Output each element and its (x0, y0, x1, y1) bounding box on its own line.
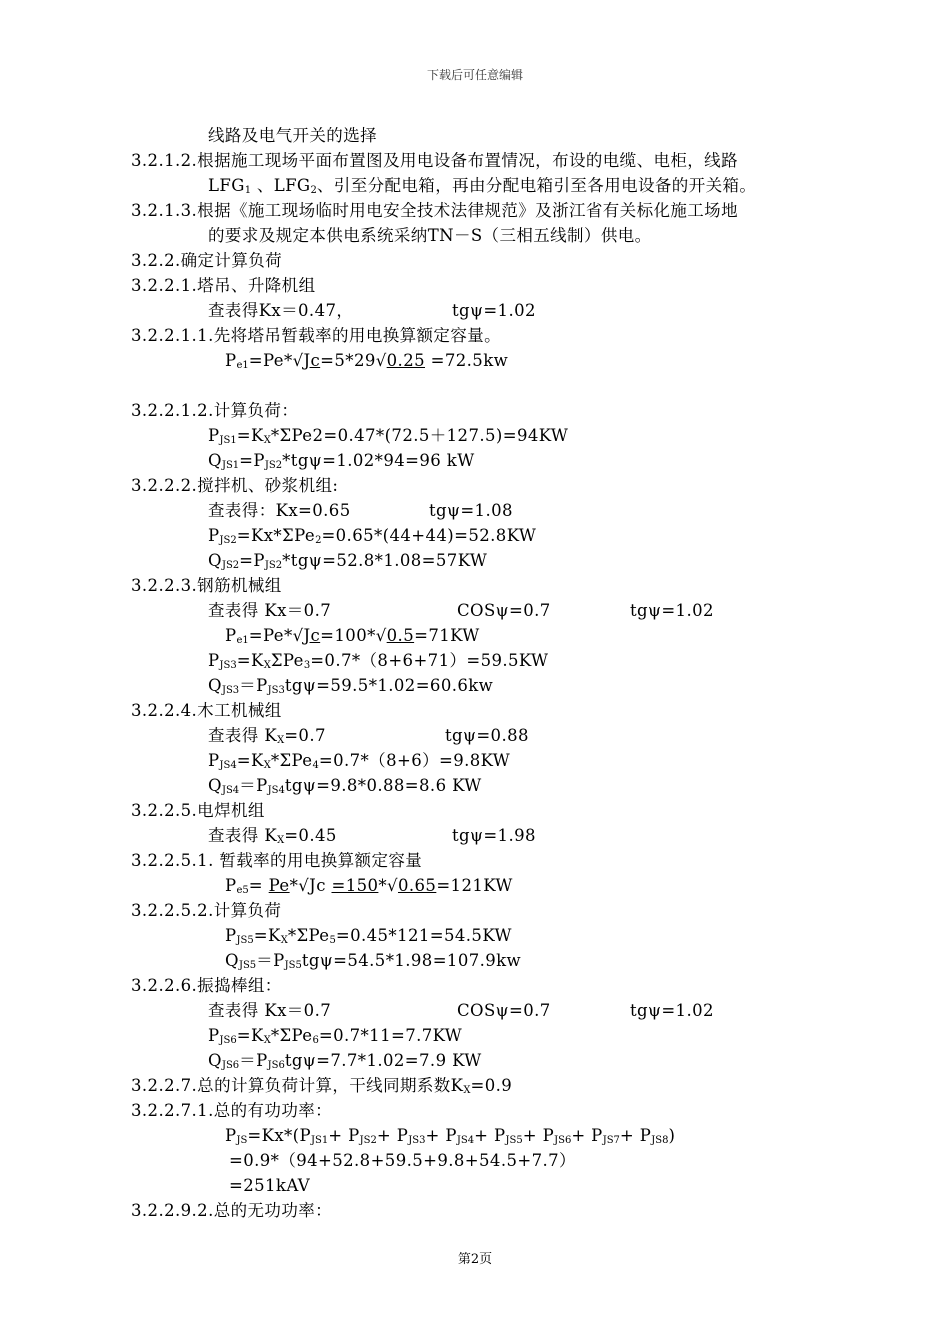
text-line: $P_{JS1}=K_X*\Sigma Pe2=0.47*(72.5+127.5)=94KW$ (208, 426, 569, 446)
page-header: 下载后可任意编辑 (426, 68, 523, 82)
text-line: 查表得 Kx＝0.7 (208, 601, 332, 620)
text-line: =0.9*（94+52.8+59.5+9.8+54.5+7.7） (229, 1151, 576, 1170)
text-line: $P_{JS6}=K_X*\Sigma Pe_6=0.7*11=7.7KW$ (208, 1026, 463, 1046)
text-line: tgψ=0.88 (445, 726, 529, 745)
text-line: tgψ=1.02 (630, 1001, 714, 1020)
text-line: tgψ=1.08 (429, 501, 513, 520)
text-line: $P_{e1}=Pe*√Jc=5*29√0.25 =72.5kw$ (225, 351, 509, 371)
text-line: 3.2.1.3.根据《施工现场临时用电安全技术法律规范》及浙江省有关标化施工场地 (131, 201, 738, 220)
text-line: 查表得 Kx＝0.7 (208, 1001, 332, 1020)
text-line: $P_{JS4}=K_X*\Sigma Pe_4=0.7*(8+6)=9.8KW$ (208, 751, 511, 771)
text-line: 查表得：Kx=0.65 (208, 501, 351, 520)
text-line: 3.2.2.3.钢筋机械组 (131, 576, 282, 595)
text-line: $Q_{JS4}=P_{JS4}tg\psi=9.8*0.88=8.6$ KW (208, 776, 482, 796)
text-line: 3.2.2.9.2.总的无功功率： (131, 1201, 333, 1220)
text-line: $P_{e5}= Pe*√Jc =150*√0.65=121KW$ (225, 876, 513, 896)
text-line: 3.2.2.2.搅拌机、砂浆机组: (131, 476, 339, 495)
text-line: tgψ=1.02 (630, 601, 714, 620)
text-line: $P_{JS5}=K_X*\Sigma Pe_5=0.45*121=54.5KW$ (225, 926, 512, 946)
page-footer: 第2页 (457, 1252, 493, 1267)
text-line: $Q_{JS3}=P_{JS3}tg\psi=59.5*1.02=60.6kw$ (208, 676, 494, 696)
text-line: $Q_{JS5}=P_{JS5}tg\psi=54.5*1.98=107.9kw$ (225, 951, 522, 971)
text-line: 3.2.2.确定计算负荷 (131, 251, 283, 270)
text-line: tgψ=1.02 (452, 301, 536, 320)
text-line: COSψ=0.7 (457, 601, 551, 620)
text-line: 3.2.2.4.木工机械组 (131, 701, 282, 720)
text-line: 3.2.2.5.1. 暂载率的用电换算额定容量 (131, 851, 423, 870)
text-line: 的要求及规定本供电系统采纳TN－S（三相五线制）供电。 (208, 226, 652, 245)
text-line: 3.2.2.5.电焊机组 (131, 801, 265, 820)
text-line: 3.2.2.1.2.计算负荷： (131, 401, 299, 420)
text-line: 查表得 $K_X=0.45$ (208, 826, 337, 846)
text-line: $LFG_1$ 、$LFG_2$、引至分配电箱，再由分配电箱引至各用电设备的开关箱。 (208, 176, 757, 196)
text-line: 查表得Kx＝0.47， (208, 301, 354, 320)
text-line: $P_{JS2}=Kx*\Sigma Pe_2=0.65*(44+44)=52.8KW$ (208, 526, 537, 546)
text-line: 3.2.2.6.振捣棒组： (131, 976, 282, 995)
text-line: 3.2.2.1.塔吊、升降机组 (131, 276, 316, 295)
text-line: $P_{JS3}=K_X\Sigma Pe_3=0.7*(8+6+71)=59.5KW$ (208, 651, 549, 671)
text-line: $P_{e1}=Pe*√Jc=100*√0.5=71KW$ (225, 626, 480, 646)
text-line: 3.2.2.7.总的计算负荷计算，干线同期系数$K_X=0.9$ (131, 1076, 513, 1096)
text-line: =251kAV (229, 1176, 311, 1195)
text-line: $Q_{JS2}=P_{JS2}*tg\psi=52.8*1.08=57KW$ (208, 551, 488, 571)
text-line: $Q_{JS1}=P_{JS2}*tg\psi=1.02*94=96$ kW (208, 451, 475, 471)
text-line: 3.2.2.1.1.先将塔吊暂载率的用电换算额定容量。 (131, 326, 502, 345)
text-line: tgψ=1.98 (452, 826, 536, 845)
text-line: 3.2.2.5.2.计算负荷 (131, 901, 282, 920)
text-line: 3.2.2.7.1.总的有功功率： (131, 1101, 333, 1120)
text-line: COSψ=0.7 (457, 1001, 551, 1020)
text-line: 3.2.1.2.根据施工现场平面布置图及用电设备布置情况，布设的电缆、电柜，线路 (131, 151, 738, 170)
text-line: 线路及电气开关的选择 (208, 126, 377, 145)
text-line: 查表得 $K_X=0.7$ (208, 726, 326, 746)
text-line: $Q_{JS6}=P_{JS6}tg\psi=7.7*1.02=7.9$ KW (208, 1051, 482, 1071)
text-line: $P_{JS}=Kx*(P_{JS1}+ P_{JS2}+ P_{JS3}+ P_{JS4}+ P_{JS5}+ P_{JS6}+ P_{JS7}+ P_{JS8})$ (225, 1126, 676, 1146)
